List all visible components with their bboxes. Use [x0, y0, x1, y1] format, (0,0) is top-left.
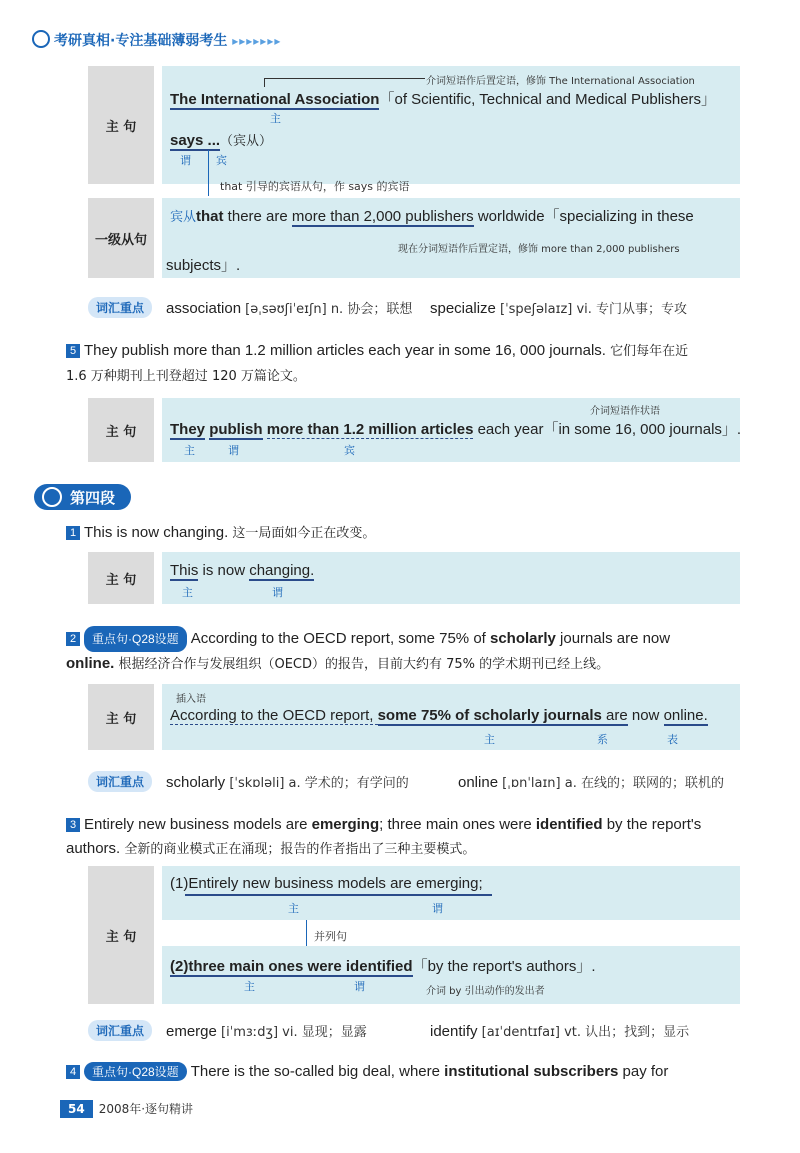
sub-there: there are	[223, 208, 292, 225]
role-subject: 主	[244, 980, 255, 993]
vocab-def: [iˈmɜːdʒ] vi. 显现；显露	[216, 1025, 367, 1040]
role-verb: 谓	[180, 154, 191, 167]
label-main-clause: 主 句	[88, 866, 154, 1004]
sentence-number: 5	[66, 344, 80, 358]
role-predicative: 表	[667, 733, 678, 746]
role-object: 宾	[216, 154, 227, 167]
verb-says: says ...	[170, 132, 221, 149]
role-subject: 主	[184, 444, 195, 457]
header-text: 考研真相·专注基础薄弱考生	[54, 33, 228, 49]
clause-2	[170, 955, 596, 976]
role-subject: 主	[484, 733, 495, 746]
sentence-en: According to the OECD report, some 75% of	[190, 630, 490, 647]
role-verb: 谓	[228, 444, 239, 457]
vocab-word: specialize	[430, 300, 496, 317]
page-number: 54	[60, 1100, 93, 1118]
vocab-def: [ˌɒnˈlaɪn] a. 在线的；联网的；联机的	[498, 776, 724, 791]
sentence-zh: 全新的商业模式正在涌现；报告的作者指出了三种主要模式。	[120, 842, 476, 857]
section-heading	[34, 484, 131, 510]
b4-now: now	[627, 707, 664, 724]
sentence-en: journals are now	[555, 630, 671, 647]
vocab-word: scholarly	[166, 774, 226, 791]
vocab-line-2	[458, 772, 724, 791]
role-linking: 系	[597, 733, 608, 746]
coord-line	[306, 920, 307, 946]
sentence-number: 2	[66, 632, 80, 646]
clause-1: (1)Entirely new business models are emerging;	[170, 875, 483, 892]
vocab-line-1	[166, 298, 412, 317]
object-articles: more than 1.2 million articles	[266, 421, 474, 438]
sentence-5	[66, 339, 766, 389]
vocab-tag: 词汇重点	[88, 771, 152, 792]
prep-phrase: 「of Scientific, Technical and Medical Publishers」	[379, 91, 717, 108]
keyword: identified	[535, 816, 603, 833]
vocab-word: association	[166, 300, 242, 317]
sentence-line-1	[170, 88, 716, 109]
label-main-clause: 主 句	[88, 398, 154, 462]
subj-they: They	[170, 421, 206, 438]
sentence-line-2	[170, 130, 272, 149]
sub-clause-line-1	[170, 205, 694, 226]
vocab-tag: 词汇重点	[88, 1020, 152, 1041]
note-by-agent: 介词 by 引出动作的发出者	[426, 986, 545, 997]
verb-publish: publish	[209, 421, 263, 438]
sentence-en: There is the so-called big deal, where	[190, 1063, 445, 1080]
bracket-line	[264, 78, 425, 87]
arrow-line	[208, 150, 209, 196]
sentence-en: This is now changing.	[84, 524, 229, 541]
p4-sentence-2	[66, 626, 766, 677]
note-prep-phrase: 介词短语作后置定语，修饰 The International Association	[426, 76, 695, 87]
sentence-zh: 这一局面如今正在改变。	[228, 526, 376, 541]
vocab-def: [ˈspeʃəlaɪz] vi. 专门从事；专攻	[495, 302, 688, 317]
vocab-word: online	[458, 774, 499, 791]
subj-this: This	[170, 562, 199, 579]
footer-text: 2008年·逐句精讲	[98, 1102, 194, 1116]
sentence-zh: 根据经济合作与发展组织（OECD）的报告，目前大约有 75% 的学术期刊已经上线。	[114, 657, 610, 672]
vocab-line-1	[166, 772, 409, 791]
vocab-def: [əˌsəʊʃiˈeɪʃn] n. 协会；联想	[241, 302, 413, 317]
keyword: scholarly	[490, 630, 556, 647]
keyword: emerging	[311, 816, 380, 833]
role-subject: 主	[182, 586, 193, 599]
sentence-en: They publish more than 1.2 million articles each year in some 16, 000 journals.	[84, 342, 606, 359]
label-sub-clause: 一级从句	[88, 198, 154, 278]
search-icon	[32, 30, 50, 48]
sub-prefix: 宾从	[170, 210, 197, 225]
label-main-clause: 主 句	[88, 552, 154, 604]
section-title: 第四段	[70, 488, 116, 507]
sentence-zh: 它们每年在近	[610, 344, 689, 359]
b4-sentence	[170, 707, 708, 724]
clause-2-by: 「by the report's authors」.	[412, 958, 596, 975]
clause-2-main: (2)three main ones were identified	[170, 958, 413, 975]
role-verb: 谓	[354, 980, 365, 993]
note-that-clause: that 引导的宾语从句，作 says 的宾语	[220, 180, 410, 193]
role-object: 宾	[344, 444, 355, 457]
vocab-def: [ˈskɒləli] a. 学术的；有学问的	[225, 776, 409, 791]
sub-object: more than 2,000 publishers	[291, 208, 474, 225]
intro-phrase: According to the OECD report,	[170, 707, 378, 724]
sentence-en: Entirely new business models are	[84, 816, 312, 833]
sub-that: that	[196, 208, 224, 225]
verb-changing: changing.	[249, 562, 315, 579]
note-participle: 现在分词短语作后置定语，修饰 more than 2,000 publishers	[398, 244, 680, 255]
sentence-number: 1	[66, 526, 80, 540]
vocab-line-1	[166, 1021, 367, 1040]
sentence-number: 4	[66, 1065, 80, 1079]
header-title	[32, 30, 281, 50]
vocab-word: identify	[430, 1023, 478, 1040]
sentence-zh-2: 1.6 万种期刊上刊登超过 120 万篇论文。	[66, 369, 306, 384]
note-adverbial: 介词短语作状语	[590, 406, 660, 417]
sub-clause-line-2: subjects」.	[166, 257, 241, 274]
keyword: institutional subscribers	[444, 1063, 619, 1080]
clause-1-underline	[185, 894, 492, 896]
b2-sentence	[170, 418, 741, 439]
b3-is: is now	[198, 562, 250, 579]
keyword: online.	[66, 655, 115, 672]
pred-online: online.	[663, 707, 708, 724]
vocab-word: emerge	[166, 1023, 217, 1040]
vocab-def: [aɪˈdentɪfaɪ] vt. 认出；找到；显示	[477, 1025, 690, 1040]
role-subject: 主	[288, 902, 299, 915]
sentence-en: authors.	[66, 840, 121, 857]
b2-rest: each year「in some 16, 000 journals」.	[473, 421, 742, 438]
p4-sentence-4	[66, 1062, 766, 1081]
sentence-en: by the report's	[602, 816, 702, 833]
search-icon	[42, 487, 62, 507]
vocab-line-2	[430, 298, 687, 317]
key-sentence-tag: 重点句·Q28设题	[84, 626, 187, 652]
subject-phrase: The International Association	[170, 91, 380, 108]
header-arrows: ▸▸▸▸▸▸▸	[232, 34, 282, 48]
coord-label: 并列句	[314, 930, 347, 943]
role-verb: 谓	[272, 586, 283, 599]
b3-sentence	[170, 562, 314, 579]
footer	[60, 1100, 193, 1117]
p4-sentence-3	[66, 813, 766, 862]
vocab-tag: 词汇重点	[88, 297, 152, 318]
subject-journals: some 75% of scholarly journals	[377, 707, 602, 724]
object-clause-tag: （宾从）	[220, 134, 273, 149]
label-main-clause: 主 句	[88, 66, 154, 184]
sentence-number: 3	[66, 818, 80, 832]
sentence-en: ; three main ones were	[379, 816, 536, 833]
key-sentence-tag: 重点句·Q28设题	[84, 1062, 187, 1081]
note-parenthetical: 插入语	[176, 694, 206, 705]
p4-sentence-1	[66, 522, 375, 541]
role-verb: 谓	[432, 902, 443, 915]
verb-are: are	[601, 707, 628, 724]
label-main-clause: 主 句	[88, 684, 154, 750]
sub-rest: worldwide「specializing in these	[473, 208, 694, 225]
role-subject: 主	[270, 112, 281, 125]
sentence-en: pay for	[618, 1063, 669, 1080]
vocab-line-2	[430, 1021, 689, 1040]
